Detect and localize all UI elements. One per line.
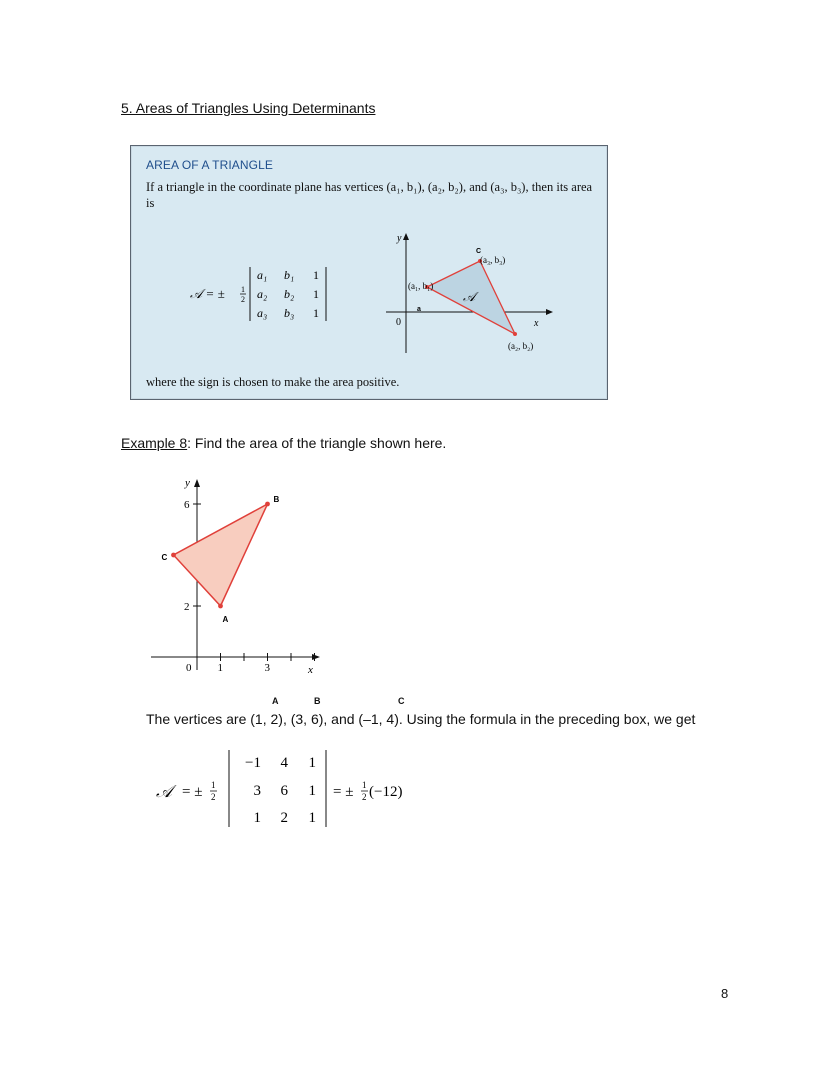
calc-lhs: 𝒜 — [156, 782, 173, 801]
formula-cell: b₃ — [284, 306, 295, 320]
formula-half-den: 2 — [241, 295, 245, 304]
handwritten-c-label: C — [476, 248, 482, 255]
section-heading: 5. Areas of Triangles Using Determinants — [121, 100, 376, 116]
x-arrow-icon — [312, 654, 320, 660]
x-tick-label: 3 — [264, 662, 270, 674]
example-prompt — [121, 435, 446, 451]
page-number: 8 — [721, 986, 729, 1001]
y-axis-label: y — [185, 477, 190, 489]
x-arrow-icon — [546, 309, 553, 315]
vertices-sentence: The vertices are (1, 2), (3, 6), and (–1, 4). Using the formula in the preceding box, we get — [146, 711, 696, 727]
y-arrow-icon — [194, 479, 200, 487]
formula-cell: b₁ — [284, 268, 295, 282]
calc-result-half-num: 1 — [362, 780, 367, 790]
formula-cell: a₂ — [257, 287, 268, 301]
vertex-label-b: B — [273, 495, 280, 504]
calc-cell: 1 — [308, 810, 316, 826]
y-axis-label: y — [397, 233, 402, 244]
formula-cell: a₁ — [257, 268, 268, 282]
box-triangle-diagram — [380, 225, 580, 365]
calc-cell: −1 — [245, 755, 261, 771]
vertex-point — [513, 332, 517, 336]
area-symbol: 𝒜 — [463, 289, 476, 304]
vertex-label-a: A — [222, 615, 229, 624]
calc-result-value: (−12) — [369, 784, 403, 800]
triangle-shape — [174, 504, 268, 606]
example-label: Example 8 — [121, 435, 188, 451]
box-title: AREA OF A TRIANGLE — [146, 158, 273, 172]
x-axis-label: x — [308, 664, 313, 676]
formula-cell: 1 — [313, 306, 319, 320]
calc-cell: 2 — [280, 810, 288, 826]
calc-result-half-den: 2 — [362, 792, 367, 802]
x-axis-label: x — [534, 318, 539, 329]
vertex-label-c: C — [161, 553, 168, 562]
formula-cell: a₃ — [257, 306, 268, 320]
box-footer: where the sign is chosen to make the area positive. — [146, 375, 400, 389]
formula-cell: 1 — [313, 268, 319, 282]
area-calculation — [150, 745, 450, 835]
calc-eq-pm: = ± — [182, 784, 203, 800]
origin-label: 0 — [396, 317, 401, 328]
x-tick-label: 1 — [217, 662, 223, 674]
formula-cell: 1 — [313, 287, 319, 301]
origin-label: 0 — [186, 662, 192, 674]
vertex-point-a — [218, 604, 223, 609]
vertex-point-b — [265, 502, 270, 507]
example-graph — [140, 470, 340, 690]
vertex-letter: A — [272, 696, 279, 706]
y-tick-label: 2 — [184, 601, 190, 613]
formula-half-num: 1 — [241, 285, 245, 294]
calc-half-num: 1 — [211, 780, 216, 790]
calc-cell: 1 — [253, 810, 261, 826]
calc-result-eq: = ± — [333, 784, 354, 800]
formula-cell: b₂ — [284, 287, 295, 301]
vertex-letters — [146, 696, 746, 710]
calc-cell: 6 — [280, 783, 288, 799]
y-tick-label: 6 — [184, 499, 190, 511]
calc-cell: 1 — [308, 783, 316, 799]
formula-lhs: 𝒜 = ± — [190, 286, 225, 301]
vertex-2-label: (a₂, b₂) — [508, 341, 534, 351]
y-arrow-icon — [403, 233, 409, 240]
vertex-point-c — [171, 553, 176, 558]
vertex-1-label: (a₁, b₁) — [408, 281, 434, 291]
handwritten-a-label: a — [417, 306, 421, 313]
box-text: If a triangle in the coordinate plane has vertices (a₁, b₁), (a₂, b₂), and (a₃, b₃), then its area is — [146, 180, 593, 210]
calc-cell: 3 — [253, 783, 261, 799]
vertex-letter: C — [398, 696, 405, 706]
calc-half-den: 2 — [211, 792, 216, 802]
vertex-3-label: (a₃, b₃) — [480, 255, 506, 265]
area-formula — [180, 255, 350, 335]
calc-cell: 1 — [308, 755, 316, 771]
vertex-letter: B — [314, 696, 321, 706]
example-text: : Find the area of the triangle shown here. — [187, 435, 447, 451]
calc-cell: 4 — [280, 755, 288, 771]
